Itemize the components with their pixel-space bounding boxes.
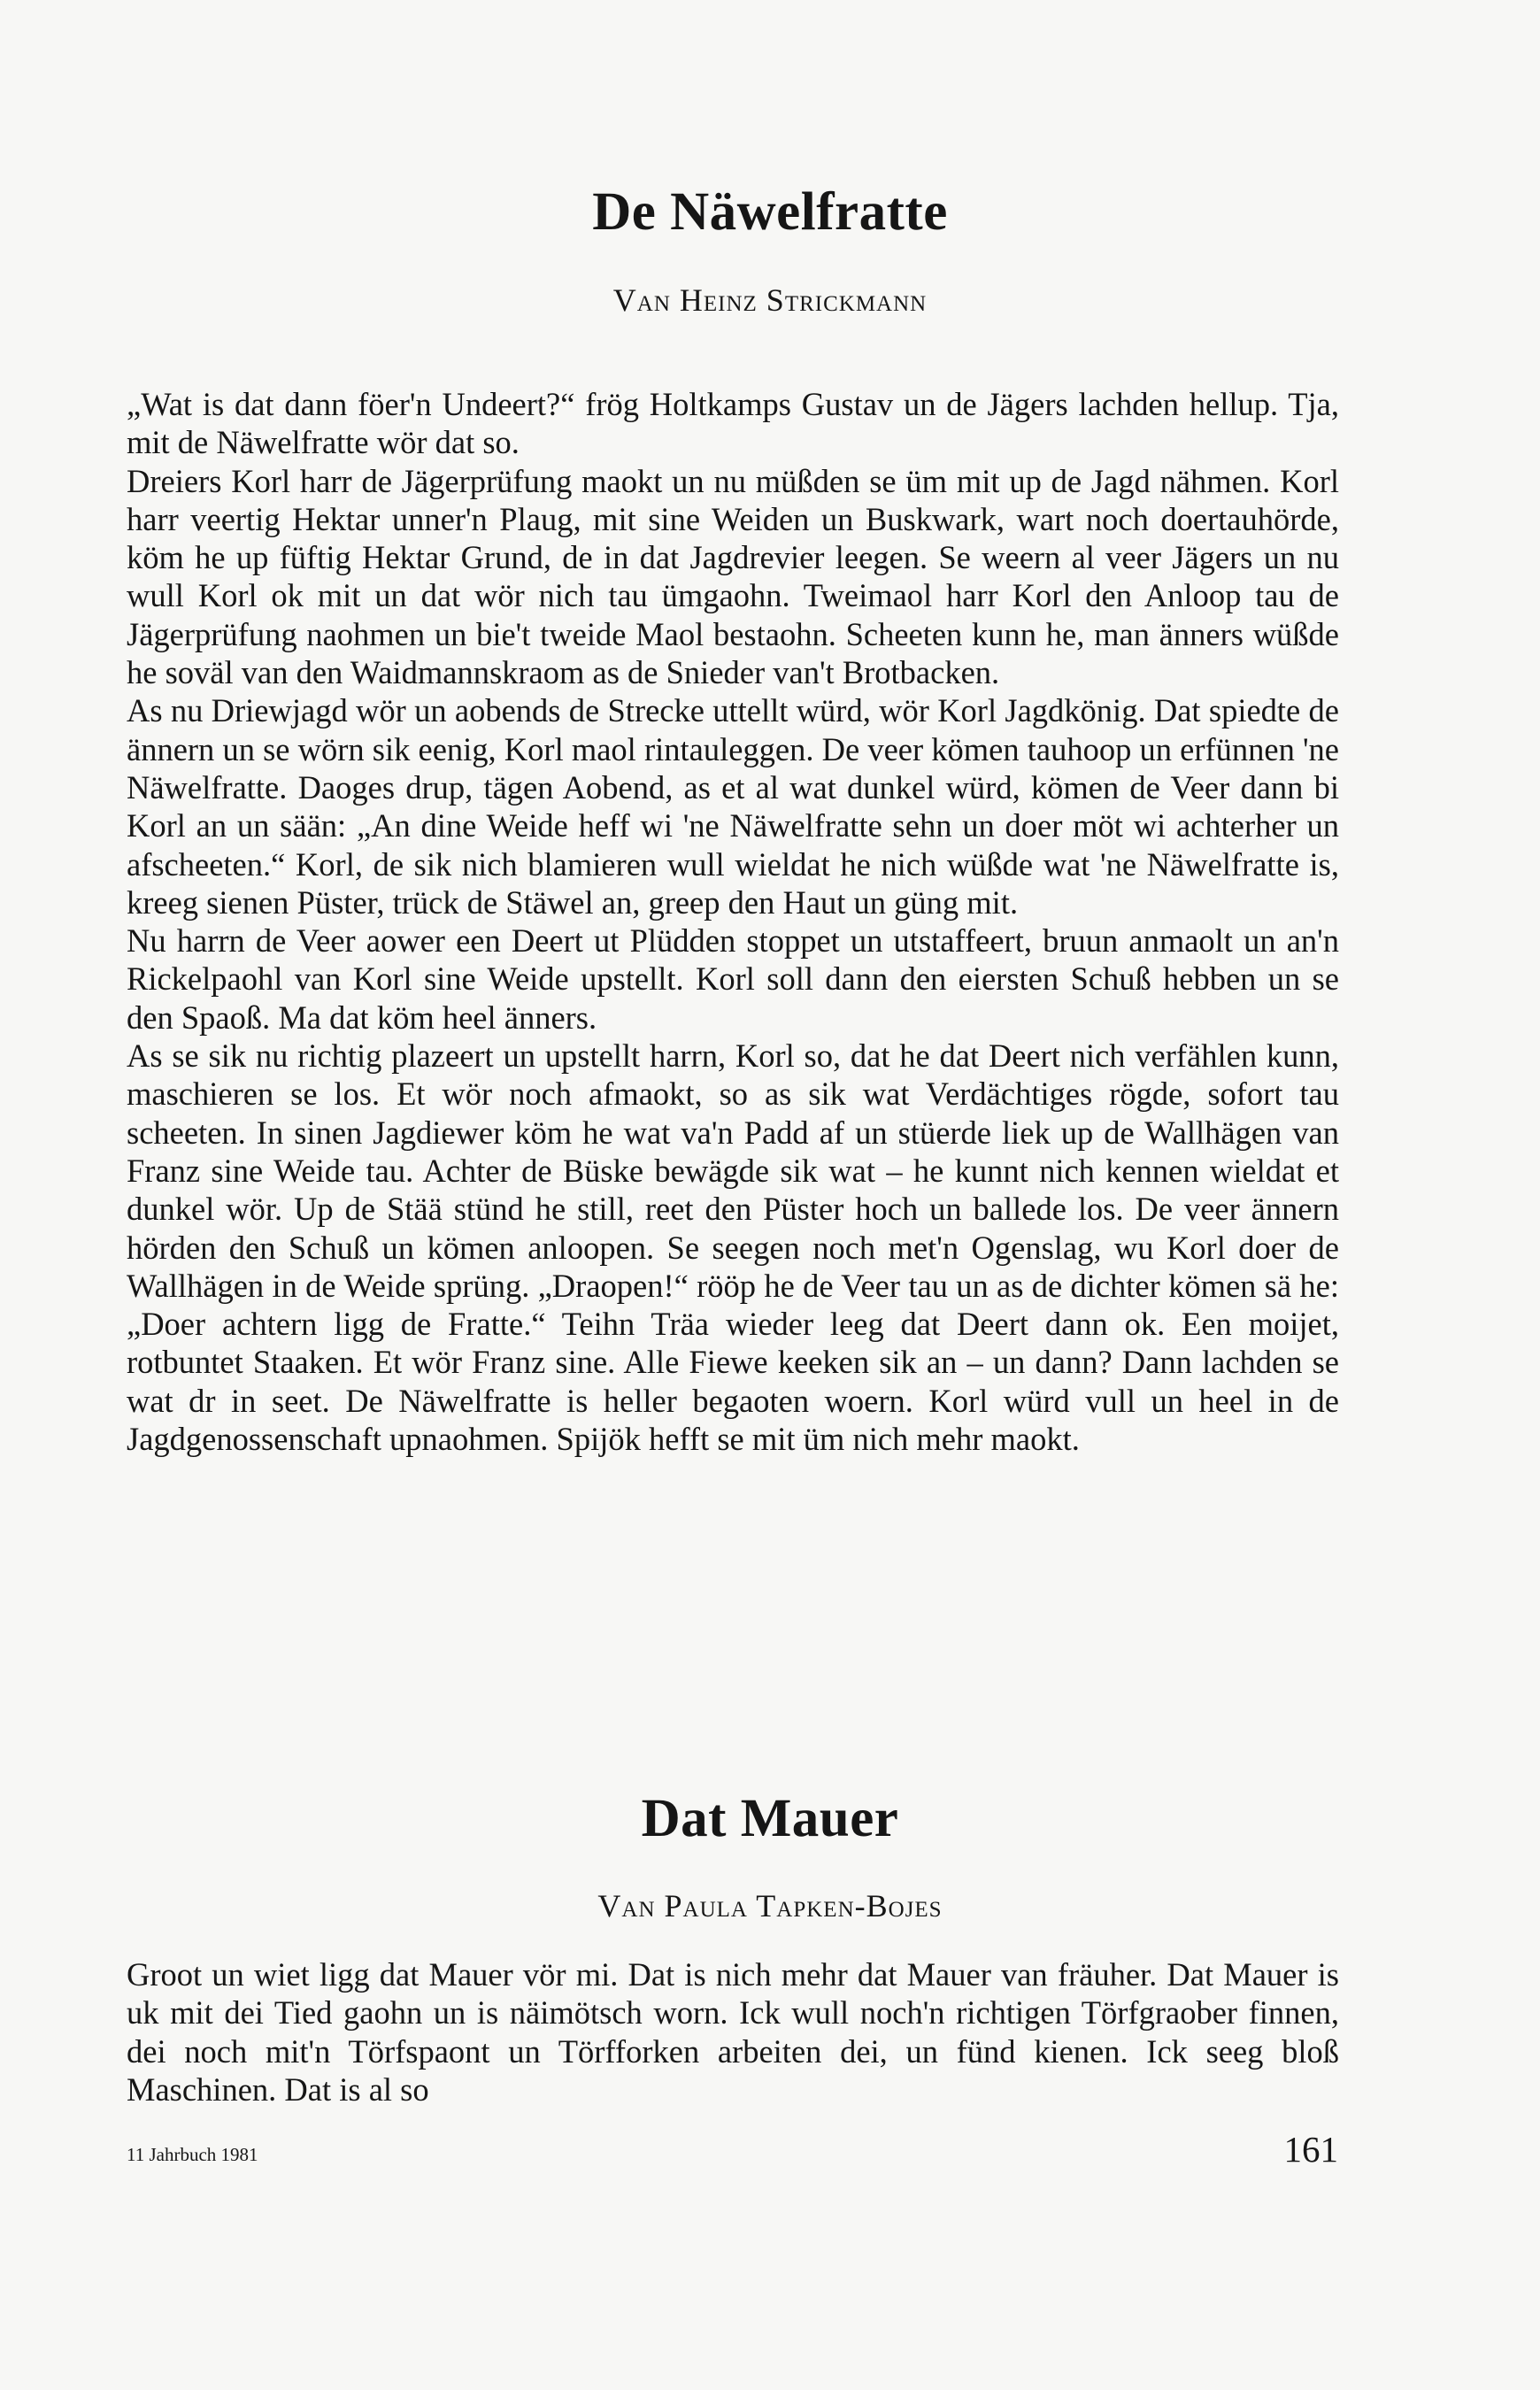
paragraph: Nu harrn de Veer aower een Deert ut Plüdden stoppet un utstaffeert, bruun anmaolt un an'n Rickelpaohl van Korl sine Weide upstellt. Korl soll dann den eiersten Schuß hebben un se den Spaoß. Ma dat köm heel änners. bbox=[127, 922, 1339, 1036]
article-title: Dat Mauer bbox=[641, 1789, 899, 1848]
paragraph: Dreiers Korl harr de Jägerprüfung maokt un nu müßden se üm mit up de Jagd nähmen. Korl harr veertig Hektar unner'n Plaug, mit sine Weiden un Buskwark, wart noch doertauhörde, köm he up füftig Hektar Grund, de in dat Jagdrevier leegen. Se weern al veer Jägers un nu wull Korl ok mit un dat wör nich tau ümgaohn. Tweimaol harr Korl den Anloop tau de Jägerprüfung naohmen un bie't tweide Maol bestaohn. Scheeten kunn he, man änners wüßde he soväl van den Waidmannskraom as de Snieder van't Brotbacken. bbox=[127, 462, 1339, 691]
article-body bbox=[127, 1955, 1339, 2109]
paragraph: As se sik nu richtig plazeert un upstellt harrn, Korl so, dat he dat Deert nich verfählen kunn, maschieren se los. Et wör noch afmaokt, so as sik wat Verdächtiges rögde, sofort tau scheeten. In sinen Jagdiewer köm he wat va'n Padd af un stüerde liek up de Wallhägen van Franz sine Weide tau. Achter de Büske bewägde sik wat – he kunnt nich kennen wieldat et dunkel wör. Up de Stää stünd he still, reet den Püster hoch un ballede los. De veer ännern hörden den Schuß un kömen anloopen. Se seegen noch met'n Ogenslag, wu Korl doer de Wallhägen in de Weide sprüng. „Draopen!“ rööp he de Veer tau un as de dichter kömen sä he: „Doer achtern ligg de Fratte.“ Teihn Träa wieder leeg dat Deert dann ok. Een moijet, rotbuntet Staaken. Et wör Franz sine. Alle Fiewe keeken sik an – un dann? Dann lachden se wat dr in seet. De Näwelfratte is heller begaoten woern. Korl würd vull un heel in de Jagdgenossenschaft upnaohmen. Spijök hefft se mit üm nich mehr maokt. bbox=[127, 1037, 1339, 1458]
article-body bbox=[127, 385, 1339, 1458]
footer-signature: 11 Jahrbuch 1981 bbox=[127, 2144, 258, 2165]
page-number: 161 bbox=[1283, 2129, 1338, 2170]
article-title: De Näwelfratte bbox=[592, 182, 948, 242]
article-author: Van Heinz Strickmann bbox=[612, 282, 928, 318]
article-author: Van Paula Tapken-Bojes bbox=[597, 1888, 943, 1924]
paragraph: As nu Driewjagd wör un aobends de Strecke uttellt würd, wör Korl Jagdkönig. Dat spiedte de ännern un se wörn sik eenig, Korl maol rintauleggen. De veer kömen tauhoop un erfünnen 'ne Näwelfratte. Daoges drup, tägen Aobend, as et al wat dunkel würd, kömen de Veer dann bi Korl an un sään: „An dine Weide heff wi 'ne Näwelfratte sehn un doer möt wi achterher un afscheeten.“ Korl, de sik nich blamieren wull wieldat he nich wüßde wat 'ne Näwelfratte is, kreeg sienen Püster, trück de Stäwel an, greep den Haut un güng mit. bbox=[127, 692, 1339, 921]
paragraph: Groot un wiet ligg dat Mauer vör mi. Dat is nich mehr dat Mauer van fräuher. Dat Mauer is uk mit dei Tied gaohn un is näimötsch worn. Ick wull noch'n richtigen Törfgraober finnen, dei noch mit'n Törfspaont un Törfforken arbeiten dei, un fünd kienen. Ick seeg bloß Maschinen. Dat is al so bbox=[127, 1956, 1339, 2108]
paragraph: „Wat is dat dann föer'n Undeert?“ frög Holtkamps Gustav un de Jägers lachden hellup. Tja, mit de Näwelfratte wör dat so. bbox=[127, 386, 1339, 461]
